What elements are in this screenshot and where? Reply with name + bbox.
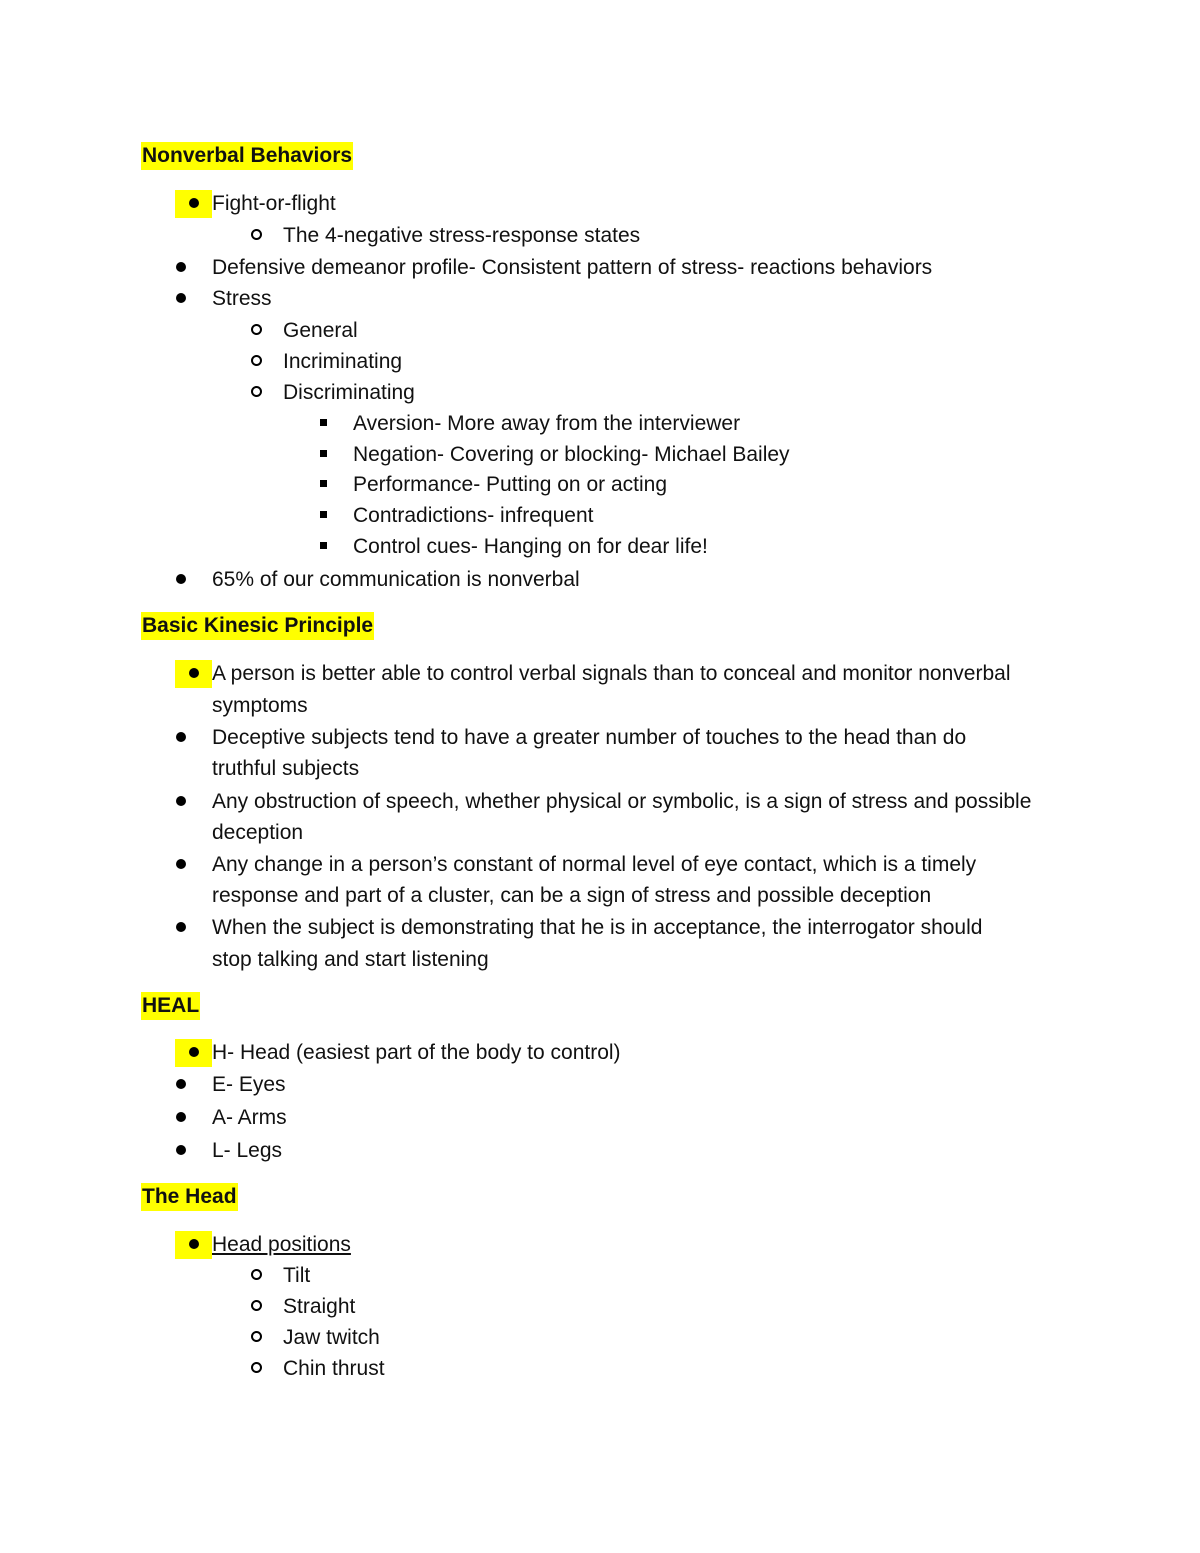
list-item: Fight-or-flight	[212, 192, 336, 215]
list-item: Incriminating	[283, 350, 403, 373]
list-item: General	[283, 319, 358, 342]
square-bullet-icon	[318, 441, 328, 469]
list-item-continuation: truthful subjects	[212, 757, 360, 780]
list-item: Tilt	[283, 1264, 311, 1287]
list-item: Head positions	[212, 1233, 351, 1256]
list-item: Negation- Covering or blocking- Michael Bailey	[353, 443, 790, 466]
list-item: Defensive demeanor profile- Consistent pattern of stress- reactions behaviors	[212, 256, 933, 279]
list-item: A- Arms	[212, 1106, 287, 1129]
list-item: Aversion- More away from the interviewer	[353, 412, 741, 435]
bullet-icon	[175, 1104, 187, 1132]
bullet-icon	[175, 788, 187, 816]
bullet-icon	[175, 1039, 212, 1067]
bullet-icon	[175, 285, 187, 313]
circle-bullet-icon	[246, 1293, 266, 1321]
bullet-icon	[175, 566, 187, 594]
list-item: L- Legs	[212, 1139, 283, 1162]
list-item: Performance- Putting on or acting	[353, 473, 667, 496]
section-heading-heal: HEAL	[141, 992, 200, 1020]
list-item: E- Eyes	[212, 1073, 286, 1096]
list-item-continuation: response and part of a cluster, can be a sign of stress and possible deception	[212, 884, 932, 907]
section-heading-kinesic: Basic Kinesic Principle	[141, 612, 374, 640]
bullet-icon	[175, 724, 187, 752]
circle-bullet-icon	[246, 1262, 266, 1290]
list-item: H- Head (easiest part of the body to control)	[212, 1041, 621, 1064]
bullet-icon	[175, 1137, 187, 1165]
list-item: Control cues- Hanging on for dear life!	[353, 535, 708, 558]
list-item: Any change in a person’s constant of normal level of eye contact, which is a timely	[212, 853, 977, 876]
list-item: Deceptive subjects tend to have a greater number of touches to the head than do	[212, 726, 967, 749]
circle-bullet-icon	[246, 1324, 266, 1352]
bullet-icon	[175, 254, 187, 282]
square-bullet-icon	[318, 502, 328, 530]
list-item-continuation: deception	[212, 821, 304, 844]
square-bullet-icon	[318, 533, 328, 561]
circle-bullet-icon	[246, 222, 266, 250]
circle-bullet-icon	[246, 317, 266, 345]
bullet-icon	[175, 851, 187, 879]
list-item: Contradictions- infrequent	[353, 504, 594, 527]
square-bullet-icon	[318, 410, 328, 438]
bullet-icon	[175, 1071, 187, 1099]
circle-bullet-icon	[246, 379, 266, 407]
list-item: Discriminating	[283, 381, 415, 404]
circle-bullet-icon	[246, 348, 266, 376]
list-item: When the subject is demonstrating that he is in acceptance, the interrogator should	[212, 916, 983, 939]
bullet-icon	[175, 1231, 212, 1259]
list-item: Stress	[212, 287, 272, 310]
section-heading-nonverbal: Nonverbal Behaviors	[141, 142, 353, 170]
list-item-continuation: symptoms	[212, 694, 308, 717]
bullet-icon	[175, 190, 212, 218]
list-item: Jaw twitch	[283, 1326, 380, 1349]
list-item: Any obstruction of speech, whether physical or symbolic, is a sign of stress and possible	[212, 790, 1032, 813]
list-item: 65% of our communication is nonverbal	[212, 568, 580, 591]
list-item: Straight	[283, 1295, 356, 1318]
list-item: A person is better able to control verbal signals than to conceal and monitor nonverbal	[212, 662, 1011, 685]
list-item-continuation: stop talking and start listening	[212, 948, 489, 971]
list-item: The 4-negative stress-response states	[283, 224, 641, 247]
bullet-icon	[175, 914, 187, 942]
square-bullet-icon	[318, 471, 328, 499]
bullet-icon	[175, 660, 212, 688]
list-item: Chin thrust	[283, 1357, 385, 1380]
circle-bullet-icon	[246, 1355, 266, 1383]
section-heading-the-head: The Head	[141, 1183, 238, 1211]
